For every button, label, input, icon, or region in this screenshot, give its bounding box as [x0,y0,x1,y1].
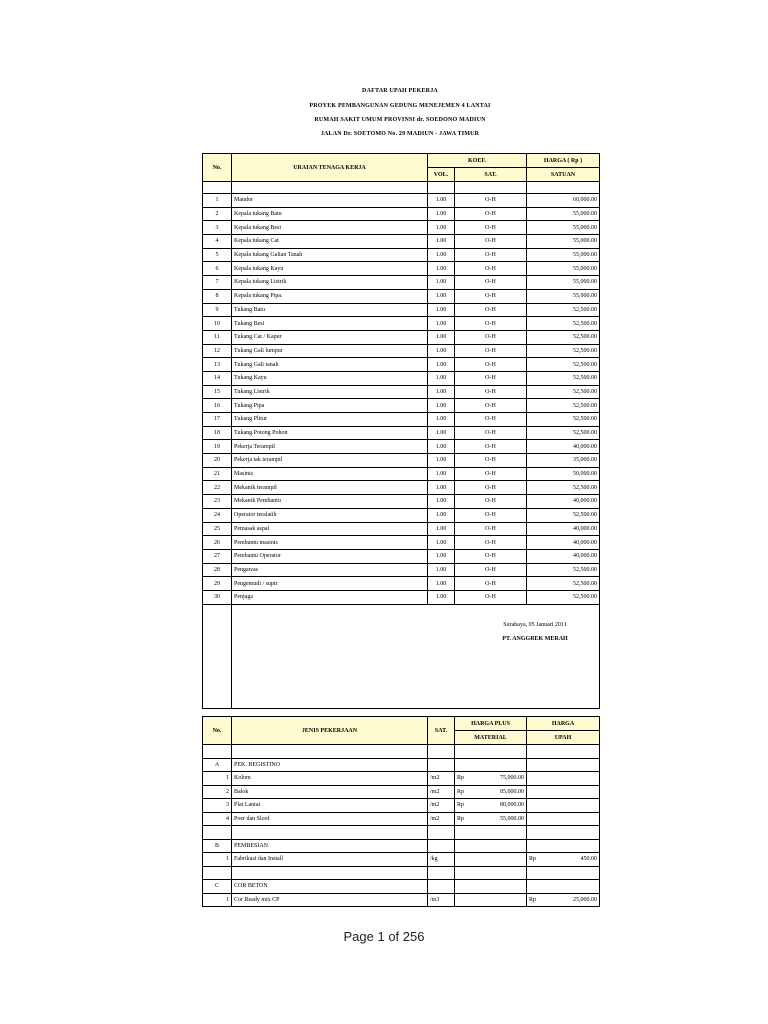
unit-price: 55,000.00 [527,235,600,249]
table-row [203,454,600,468]
unit: O-H [455,344,527,358]
section-title: COR BETON [232,880,428,894]
row-number: 7 [203,276,232,290]
table-row [203,522,600,536]
table-row [203,536,600,550]
row-number: 3 [203,221,232,235]
work-item: Fabrikasi dan Install [232,853,428,867]
table-row [203,495,600,509]
section-row [203,839,600,853]
wage-price-cell [527,893,600,907]
table-row [203,577,600,591]
unit-price: 52,500.00 [527,577,600,591]
worker-type: Tukang Gali lumpur [232,344,428,358]
unit-price: 40,000.00 [527,440,600,454]
t2-col-material-header: MATERIAL [455,731,527,745]
currency-label: Rp [529,896,537,903]
material-price-cell [455,772,527,786]
table-row [203,785,600,799]
worker-type: Kepala tukang Batu [232,207,428,221]
doc-title: DAFTAR UPAH PEKERJA [362,88,438,94]
unit: O-H [455,276,527,290]
worker-type: Pekerja Terampil [232,440,428,454]
row-number: 24 [203,508,232,522]
volume: 1.00 [428,358,455,372]
signature-company: PT. ANGGREK MERAH [502,636,568,642]
worker-type: Masinis [232,467,428,481]
table-row [203,330,600,344]
spacer-row [203,182,600,194]
unit-price: 60,000.00 [527,194,600,208]
unit: O-H [455,563,527,577]
col-vol-header: VOL. [428,168,455,182]
section-title: PEK. BEGISTINO [232,758,428,772]
row-number: 16 [203,399,232,413]
unit-price: 52,500.00 [527,590,600,604]
volume: 1.00 [428,413,455,427]
material-price-cell [455,853,527,867]
item-unit: /m2 [428,785,455,799]
item-number: 1 [203,853,232,867]
unit-price: 52,500.00 [527,481,600,495]
volume: 1.00 [428,536,455,550]
unit-price: 40,000.00 [527,522,600,536]
table-row [203,371,600,385]
unit-price: 52,500.00 [527,330,600,344]
worker-type: Kepala tukang Besi [232,221,428,235]
table-row [203,440,600,454]
item-number: 1 [203,772,232,786]
work-item: Plat Lantai [232,799,428,813]
unit: O-H [455,413,527,427]
table-row [203,289,600,303]
row-number: 21 [203,467,232,481]
row-number: 22 [203,481,232,495]
unit-price: 40,000.00 [527,536,600,550]
unit-price: 52,500.00 [527,371,600,385]
col-sat-header: SAT. [455,168,527,182]
material-price: 80,000.00 [500,802,524,809]
volume: 1.00 [428,330,455,344]
row-number: 14 [203,371,232,385]
unit-price: 55,000.00 [527,221,600,235]
worker-type: Mekanik Pembantu [232,495,428,509]
row-number: 23 [203,495,232,509]
worker-type: Tukang Potong Pohon [232,426,428,440]
table-row [203,508,600,522]
work-item: Cor Ready mix CP [232,893,428,907]
unit: O-H [455,248,527,262]
material-price: 85,000.00 [500,788,524,795]
t2-col-no-header: No. [203,717,232,745]
row-number: 27 [203,549,232,563]
unit-price: 52,500.00 [527,508,600,522]
table-row [203,481,600,495]
table-row [203,893,600,907]
unit-price: 52,500.00 [527,317,600,331]
unit-price: 55,000.00 [527,248,600,262]
table-row [203,303,600,317]
table-row [203,276,600,290]
table-row [203,413,600,427]
row-number: 1 [203,194,232,208]
item-unit: /m2 [428,772,455,786]
worker-type: Kepala tukang Kayu [232,262,428,276]
col-satuan-header: SATUAN [527,168,600,182]
item-unit: /kg [428,853,455,867]
row-number: 11 [203,330,232,344]
row-number: 19 [203,440,232,454]
t2-col-harga-upah-header: HARGA [527,717,600,731]
row-number: 17 [203,413,232,427]
volume: 1.00 [428,522,455,536]
volume: 1.00 [428,440,455,454]
wage-price: 25,000.00 [573,896,597,903]
worker-type: Penjaga [232,590,428,604]
signature-area-row [203,604,600,708]
table-row [203,549,600,563]
page-number: Page 1 of 256 [343,929,425,944]
table-row [203,248,600,262]
volume: 1.00 [428,262,455,276]
hospital-name: RUMAH SAKIT UMUM PROVINSI dr. SOEDONO MADIUN [314,117,486,123]
unit: O-H [455,454,527,468]
row-number: 29 [203,577,232,591]
worker-type: Tukang Listrik [232,385,428,399]
volume: 1.00 [428,590,455,604]
worker-type: Kepala tukang Pipa. [232,289,428,303]
volume: 1.00 [428,194,455,208]
material-price: 75,000.00 [500,775,524,782]
unit: O-H [455,221,527,235]
table-row [203,207,600,221]
row-number: 5 [203,248,232,262]
wage-price: 450.00 [580,856,597,863]
row-number: 6 [203,262,232,276]
section-title: PEMBESIAN [232,839,428,853]
unit-price: 52,500.00 [527,563,600,577]
material-price-cell [455,812,527,826]
section-letter: C [203,880,232,894]
unit-price: 35,000.00 [527,454,600,468]
unit: O-H [455,495,527,509]
table-row [203,385,600,399]
unit: O-H [455,262,527,276]
unit-price: 40,000.00 [527,549,600,563]
unit: O-H [455,399,527,413]
volume: 1.00 [428,495,455,509]
row-number: 18 [203,426,232,440]
volume: 1.00 [428,221,455,235]
unit-price: 52,500.00 [527,303,600,317]
table-row [203,812,600,826]
table-row [203,799,600,813]
unit-price: 55,000.00 [527,276,600,290]
row-number: 2 [203,207,232,221]
section-row [203,880,600,894]
table-row [203,426,600,440]
row-number: 20 [203,454,232,468]
volume: 1.00 [428,467,455,481]
unit: O-H [455,549,527,563]
volume: 1.00 [428,426,455,440]
unit: O-H [455,508,527,522]
item-unit: /m2 [428,799,455,813]
col-no-header: No. [203,154,232,182]
table-row [203,772,600,786]
col-koef-header: KOEF. [428,154,527,168]
worker-type: Tukang Gali tanah [232,358,428,372]
worker-type: Kepala tukang Listrik [232,276,428,290]
row-number: 9 [203,303,232,317]
row-number: 10 [203,317,232,331]
worker-type: Pengawas [232,563,428,577]
unit-price: 52,500.00 [527,358,600,372]
volume: 1.00 [428,508,455,522]
item-number: 2 [203,785,232,799]
unit: O-H [455,536,527,550]
worker-type: Pengemudi / supir [232,577,428,591]
unit: O-H [455,426,527,440]
unit: O-H [455,207,527,221]
volume: 1.00 [428,317,455,331]
work-item: Poer dan Sloof [232,812,428,826]
unit-price: 55,000.00 [527,289,600,303]
t2-col-sat-header: SAT. [428,717,455,745]
unit-price: 52,500.00 [527,426,600,440]
t2-col-harga-plus-header: HARGA PLUS [455,717,527,731]
unit-price: 40,000.00 [527,495,600,509]
t2-col-upah-header: UPAH [527,731,600,745]
unit: O-H [455,358,527,372]
unit: O-H [455,440,527,454]
table-row [203,221,600,235]
volume: 1.00 [428,207,455,221]
wage-price-cell [527,772,600,786]
item-unit: /m2 [428,812,455,826]
spacer-row [203,745,600,759]
worker-type: Mandor [232,194,428,208]
volume: 1.00 [428,303,455,317]
table-row [203,194,600,208]
table-row [203,563,600,577]
unit-price: 55,000.00 [527,262,600,276]
volume: 1.00 [428,371,455,385]
worker-type: Tukang Kayu [232,371,428,385]
table-row [203,853,600,867]
unit-price: 52,500.00 [527,399,600,413]
worker-type: Tukang Cat / Kapur [232,330,428,344]
worker-type: Tukang Besi [232,317,428,331]
volume: 1.00 [428,399,455,413]
worker-type: Tukang Plitur [232,413,428,427]
volume: 1.00 [428,344,455,358]
table-row [203,235,600,249]
table-row [203,317,600,331]
volume: 1.00 [428,563,455,577]
row-number: 12 [203,344,232,358]
item-number: 1 [203,893,232,907]
unit: O-H [455,289,527,303]
worker-type: Kepala tukang Cat [232,235,428,249]
unit: O-H [455,590,527,604]
volume: 1.00 [428,276,455,290]
unit: O-H [455,330,527,344]
table-row [203,467,600,481]
unit: O-H [455,235,527,249]
volume: 1.00 [428,289,455,303]
worker-type: Tukang Pipa [232,399,428,413]
row-number: 15 [203,385,232,399]
t2-col-jenis-header: JENIS PEKERJAAN [232,717,428,745]
row-number: 28 [203,563,232,577]
unit: O-H [455,522,527,536]
work-price-table [202,716,600,907]
material-price-cell [455,799,527,813]
item-number: 4 [203,812,232,826]
item-number: 3 [203,799,232,813]
col-uraian-header: URAIAN TENAGA KERJA [232,154,428,182]
volume: 1.00 [428,577,455,591]
currency-label: Rp [457,788,465,795]
unit-price: 52,500.00 [527,413,600,427]
unit-price: 55,000.00 [527,207,600,221]
unit-price: 52,500.00 [527,344,600,358]
address: JALAN Dr. SOETOMO No. 29 MADIUN - JAWA TIMUR [320,131,480,137]
spacer-row [203,866,600,880]
worker-type: Tukang Batu [232,303,428,317]
currency-label: Rp [457,775,465,782]
project-name: PROYEK PEMBANGUNAN GEDUNG MENEJEMEN 4 LANTAI [309,103,491,109]
row-number: 4 [203,235,232,249]
unit: O-H [455,194,527,208]
unit: O-H [455,577,527,591]
material-price: 55,000.00 [500,815,524,822]
worker-type: Pekerja tak terampil [232,454,428,468]
worker-type: Kepala tukang Galian Tanah [232,248,428,262]
currency-label: Rp [529,856,537,863]
material-price-cell [455,893,527,907]
volume: 1.00 [428,248,455,262]
wage-price-cell [527,812,600,826]
volume: 1.00 [428,549,455,563]
wage-price-cell [527,799,600,813]
row-number: 8 [203,289,232,303]
worker-type: Pembantu masinis [232,536,428,550]
spacer-row [203,826,600,840]
section-row [203,758,600,772]
table-row [203,262,600,276]
work-item: Kolom [232,772,428,786]
currency-label: Rp [457,802,465,809]
worker-type: Pemasak aspal [232,522,428,536]
work-item: Balok [232,785,428,799]
item-unit: /m3 [428,893,455,907]
unit: O-H [455,481,527,495]
row-number: 30 [203,590,232,604]
worker-type: Pembantu Operator [232,549,428,563]
table-row [203,358,600,372]
section-letter: A [203,758,232,772]
unit-price: 50,000.00 [527,467,600,481]
unit: O-H [455,303,527,317]
worker-type: Mekanik terampil [232,481,428,495]
worker-type: Operator teralatih [232,508,428,522]
table-row [203,399,600,413]
unit: O-H [455,371,527,385]
unit-price: 52,500.00 [527,385,600,399]
row-number: 25 [203,522,232,536]
row-number: 26 [203,536,232,550]
volume: 1.00 [428,454,455,468]
unit: O-H [455,385,527,399]
currency-label: Rp [457,815,465,822]
unit: O-H [455,467,527,481]
material-price-cell [455,785,527,799]
unit: O-H [455,317,527,331]
wage-price-cell [527,853,600,867]
col-harga-header: HARGA ( Rp ) [527,154,600,168]
volume: 1.00 [428,235,455,249]
row-number: 13 [203,358,232,372]
volume: 1.00 [428,385,455,399]
table-row [203,344,600,358]
section-letter: B [203,839,232,853]
signature-date: Surabaya, 05 Januari 2011 [503,622,567,628]
table-row [203,590,600,604]
wage-price-cell [527,785,600,799]
volume: 1.00 [428,481,455,495]
